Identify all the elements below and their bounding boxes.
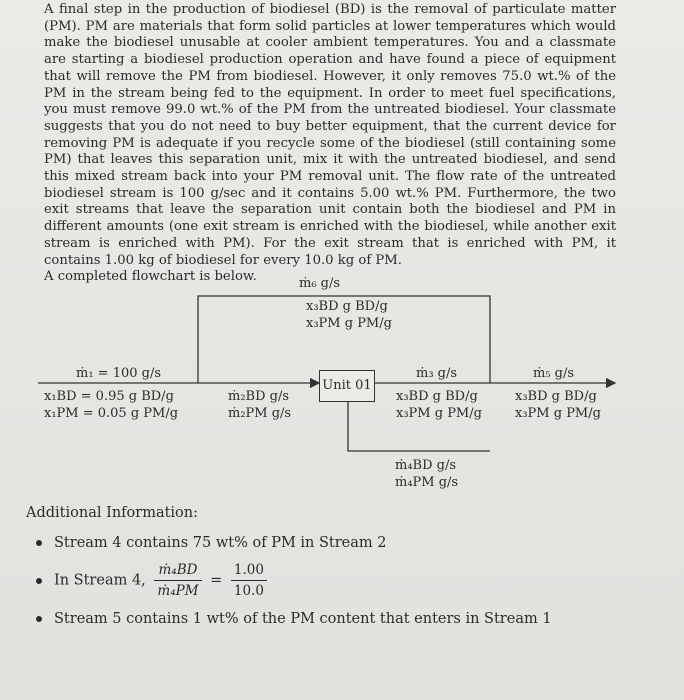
problem-paragraph: A final step in the production of biodiesel (BD) is the removal of particulate matter (PM). PM are materials that form solid particles at lower temperatures which would make the biodiesel unusable at cooler ambient temperatures. You and a classmate are starting a biodiesel production operation and have found a piece of equipment that will remove the PM from biodiesel. However, it only removes 75.0 wt.% of the PM in the stream being fed to the equipment. In order to meet fuel specifications, you must remove 99.0 wt.% of the PM from the untreated biodiesel. Your classmate suggests that you do not need to buy better equipment, that the current device for removing PM is adequate if you recycle some of the biodiesel (still containing some PM) that leaves this separation unit, mix it with the untreated biodiesel, and send this mixed stream back into your PM removal unit. The flow rate of the untreated biodiesel stream is 100 g/sec and it contains 5.00 wt.% PM. Furthermore, the two exit streams that leave the separation unit contain both the biodiesel and PM in different amounts (one exit stream is enriched with the biodiesel, while another exit stream is enriched with PM). For the exit stream that is enriched with PM, it contains 1.00 kg of biodiesel for every 10.0 kg of PM. bbox=[44, 2, 616, 268]
bullet-dot bbox=[36, 578, 42, 584]
info-bullet-3 bbox=[36, 610, 552, 628]
bullet-1-text: Stream 4 contains 75 wt% of PM in Stream 2 bbox=[54, 535, 387, 551]
stream-5-flow: ṁ₅ g/s bbox=[533, 366, 575, 381]
stream-3-xbd: x₃BD g BD/g bbox=[396, 389, 478, 404]
problem-statement bbox=[44, 2, 616, 286]
bullet-dot bbox=[36, 540, 42, 546]
info-bullet-1 bbox=[36, 534, 387, 552]
stream-5-xpm: x₃PM g PM/g bbox=[515, 406, 601, 421]
fraction-denominator: 10.0 bbox=[233, 583, 264, 599]
fraction-numerator: 1.00 bbox=[231, 560, 267, 581]
stream-1-xbd: x₁BD = 0.95 g BD/g bbox=[44, 389, 174, 404]
bullet-dot bbox=[36, 616, 42, 622]
stream-2-pm: ṁ₂PM g/s bbox=[228, 406, 292, 421]
fraction-numerator: ṁ₄BD bbox=[154, 560, 201, 581]
stream-6-xbd: x₃BD g BD/g bbox=[306, 299, 388, 314]
stream-5-xbd: x₃BD g BD/g bbox=[515, 389, 597, 404]
info-bullet-2 bbox=[36, 560, 271, 601]
stream-4-bd: ṁ₄BD g/s bbox=[395, 458, 457, 473]
stream-3-flow: ṁ₃ g/s bbox=[416, 366, 458, 381]
stream-6-xpm: x₃PM g PM/g bbox=[306, 316, 392, 331]
separation-unit: Unit 01 bbox=[319, 370, 375, 402]
ratio-fraction-left bbox=[154, 560, 201, 601]
stream-4-pm: ṁ₄PM g/s bbox=[395, 475, 459, 490]
process-flowchart bbox=[0, 270, 684, 500]
stream-3-xpm: x₃PM g PM/g bbox=[396, 406, 482, 421]
bullet-2-prefix: In Stream 4, bbox=[54, 572, 146, 589]
flowchart-intro: A completed flowchart is below. bbox=[44, 269, 257, 285]
stream-6-flow: ṁ₆ g/s bbox=[299, 276, 341, 291]
equals-sign: = bbox=[210, 572, 223, 589]
stream-2-bd: ṁ₂BD g/s bbox=[228, 389, 290, 404]
fraction-denominator: ṁ₄PM bbox=[157, 583, 199, 599]
bullet-3-text: Stream 5 contains 1 wt% of the PM content that enters in Stream 1 bbox=[54, 611, 552, 627]
additional-info-heading: Additional Information: bbox=[26, 505, 199, 521]
stream-1-xpm: x₁PM = 0.05 g PM/g bbox=[44, 406, 179, 421]
ratio-fraction-right bbox=[231, 560, 267, 601]
stream-1-flow: ṁ₁ = 100 g/s bbox=[76, 366, 162, 381]
